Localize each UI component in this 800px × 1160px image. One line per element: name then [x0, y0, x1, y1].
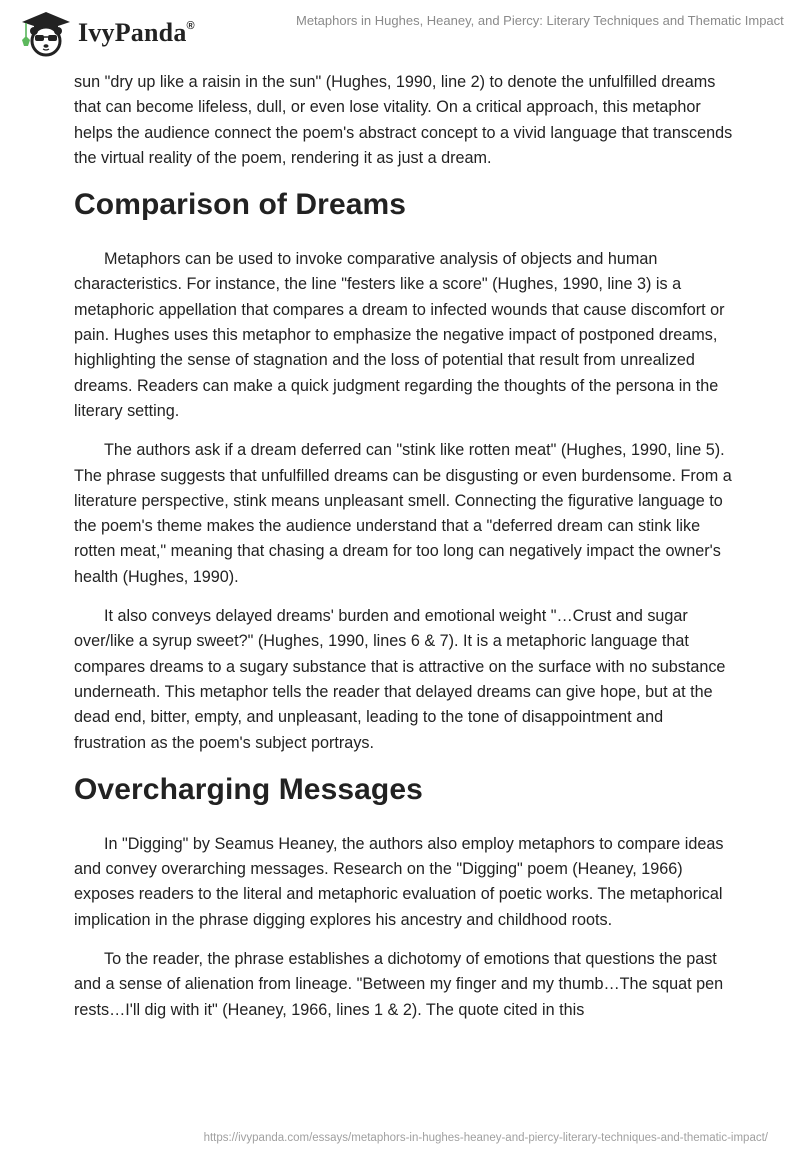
paragraph: In "Digging" by Seamus Heaney, the authors also employ metaphors to compare ideas and convey overarching messages. Research on the "Digging" poem (Heaney, 1966) exposes readers to the literal and metaphoric evaluation of poetic works. The metaphorical implication in the phrase digging explores his ancestry and childhood roots. — [74, 834, 724, 929]
document-title: Metaphors in Hughes, Heaney, and Piercy: Literary Techniques and Thematic Impact — [296, 13, 784, 28]
registered-mark: ® — [186, 20, 195, 33]
ivypanda-logo[interactable] — [16, 8, 195, 58]
paragraph: To the reader, the phrase establishes a dichotomy of emotions that questions the past and a sense of alienation from lineage. "Between my finger and my thumb…The squat pen rests…I'll dig with it" (Heaney, 1966, lines 1 & 2). The quote cited in this — [74, 950, 724, 1019]
essay-content — [74, 70, 734, 1023]
source-url[interactable]: https://ivypanda.com/essays/metaphors-in-hughes-heaney-and-piercy-literary-techniques-and-thematic-impact/ — [203, 1132, 768, 1144]
paragraph: It also conveys delayed dreams' burden and emotional weight "…Crust and sugar over/like a syrup sweet?" (Hughes, 1990, lines 6 & 7). It is a metaphoric language that compares dreams to a sugary substance that is attractive on the surface with no substance underneath. This metaphor tells the reader that delayed dreams can give hope, but at the dead end, bitter, empty, and unpleasant, leading to the tone of disappointment and frustration as the poem's subject portrays. — [74, 607, 726, 752]
brand-name: IvyPanda® — [78, 18, 195, 47]
page-header — [0, 0, 800, 60]
paragraph: Metaphors can be used to invoke comparative analysis of objects and human characteristics. For instance, the line "festers like a score" (Hughes, 1990, line 3) is a metaphoric appellation that compares a dream to infected wounds that cause discomfort or pain. Hughes uses this metaphor to emphasize the negative impact of postponed dreams, highlighting the sense of stagnation and the loss of potential that result from unrealized dreams. Readers can make a quick judgment regarding the thoughts of the persona in the literary setting. — [74, 250, 725, 420]
paragraph: The authors ask if a dream deferred can "stink like rotten meat" (Hughes, 1990, line 5). The phrase suggests that unfulfilled dreams can be disgusting or even burdensome. From a literature perspective, stink means unpleasant smell. Connecting the figurative language to the poem's theme makes the audience understand that a "deferred dream can stink like rotten meat," meaning that chasing a dream for too long can negatively impact the owner's health (Hughes, 1990). — [74, 441, 732, 586]
intro-paragraph: sun "dry up like a raisin in the sun" (Hughes, 1990, line 2) to denote the unfulfilled dreams that can become lifeless, dull, or even lose vitality. On a critical approach, this metaphor helps the audience connect the poem's abstract concept to a vivid language that transcends the virtual reality of the poem, rendering it as just a dream. — [74, 73, 733, 167]
panda-graduation-cap-icon — [16, 8, 74, 58]
section-heading-overcharging-messages: Overcharging Messages — [74, 772, 423, 806]
section-heading-comparison-of-dreams: Comparison of Dreams — [74, 188, 407, 222]
